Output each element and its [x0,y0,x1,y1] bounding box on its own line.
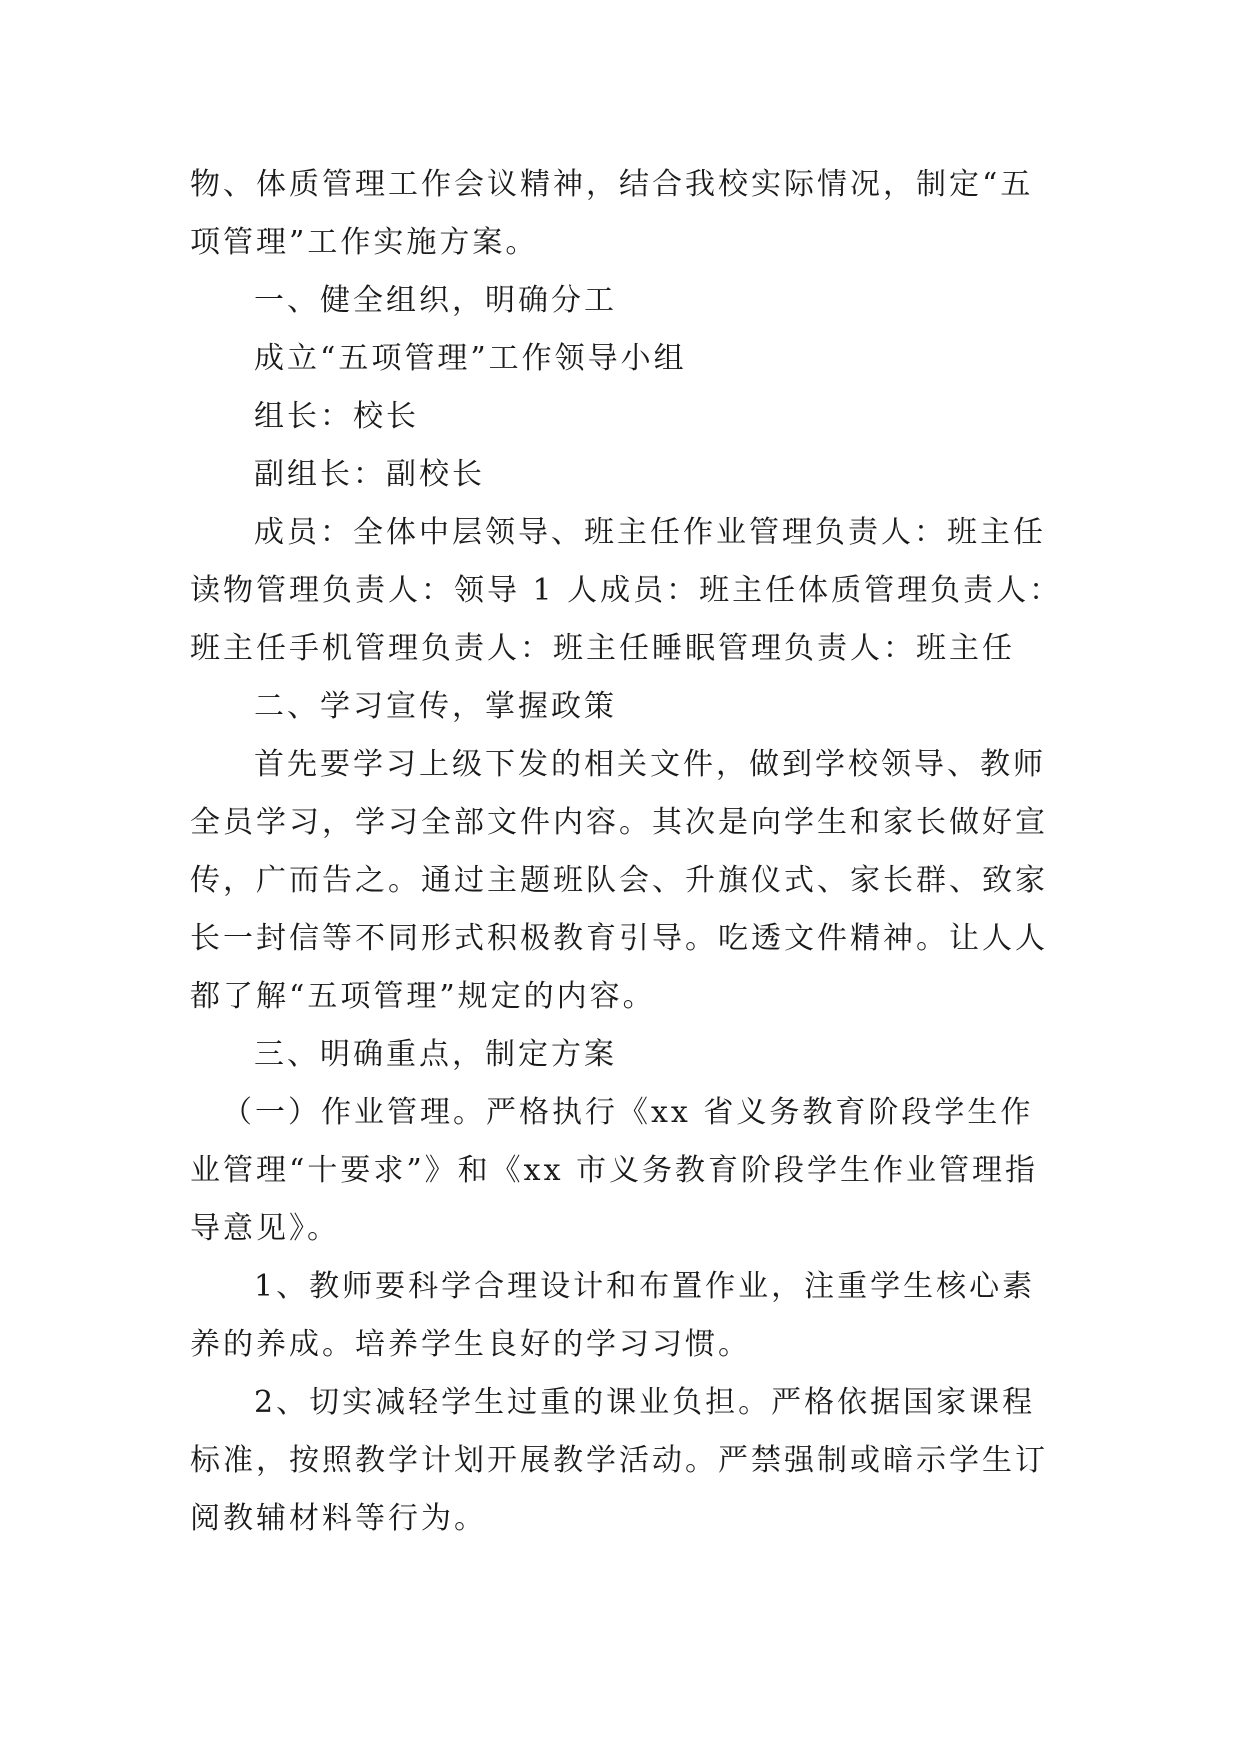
text-line: 成立“五项管理”工作领导小组 [254,341,687,376]
section-heading: 二、学习宣传，掌握政策 [254,689,617,724]
section-heading: 一、健全组织，明确分工 [254,283,617,318]
text-line: 班主任手机管理负责人：班主任睡眠管理负责人：班主任 [190,631,1015,666]
text-line: 全员学习，学习全部文件内容。其次是向学生和家长做好宣 [190,805,1048,840]
text-line: 传，广而告之。通过主题班队会、升旗仪式、家长群、致家 [190,863,1048,898]
text-line: 1、教师要科学合理设计和布置作业，注重学生核心素 [254,1269,1036,1304]
text-line: 物、体质管理工作会议精神，结合我校实际情况，制定“五 [190,167,1034,202]
text-line: （一）作业管理。严格执行《xx 省义务教育阶段学生作 [222,1095,1034,1130]
section-heading: 三、明确重点，制定方案 [254,1037,617,1072]
text-line: 长一封信等不同形式积极教育引导。吃透文件精神。让人人 [190,921,1048,956]
text-line: 业管理“十要求”》和《xx 市义务教育阶段学生作业管理指 [190,1153,1039,1188]
text-line: 2、切实减轻学生过重的课业负担。严格依据国家课程 [254,1385,1036,1420]
text-line: 养的养成。培养学生良好的学习习惯。 [190,1327,751,1362]
document-body [190,156,1063,1548]
text-line: 导意见》。 [190,1211,340,1246]
text-line: 组长：校长 [254,399,419,434]
text-line: 副组长：副校长 [254,457,485,492]
text-line: 读物管理负责人：领导 1 人成员：班主任体质管理负责人： [190,573,1063,608]
text-line: 都了解“五项管理”规定的内容。 [190,979,656,1014]
text-line: 阅教辅材料等行为。 [190,1501,487,1536]
text-line: 首先要学习上级下发的相关文件，做到学校领导、教师 [254,747,1046,782]
text-line: 项管理”工作实施方案。 [190,225,539,260]
text-line: 标准，按照教学计划开展教学活动。严禁强制或暗示学生订 [190,1443,1048,1478]
text-line: 成员：全体中层领导、班主任作业管理负责人：班主任 [254,515,1046,550]
